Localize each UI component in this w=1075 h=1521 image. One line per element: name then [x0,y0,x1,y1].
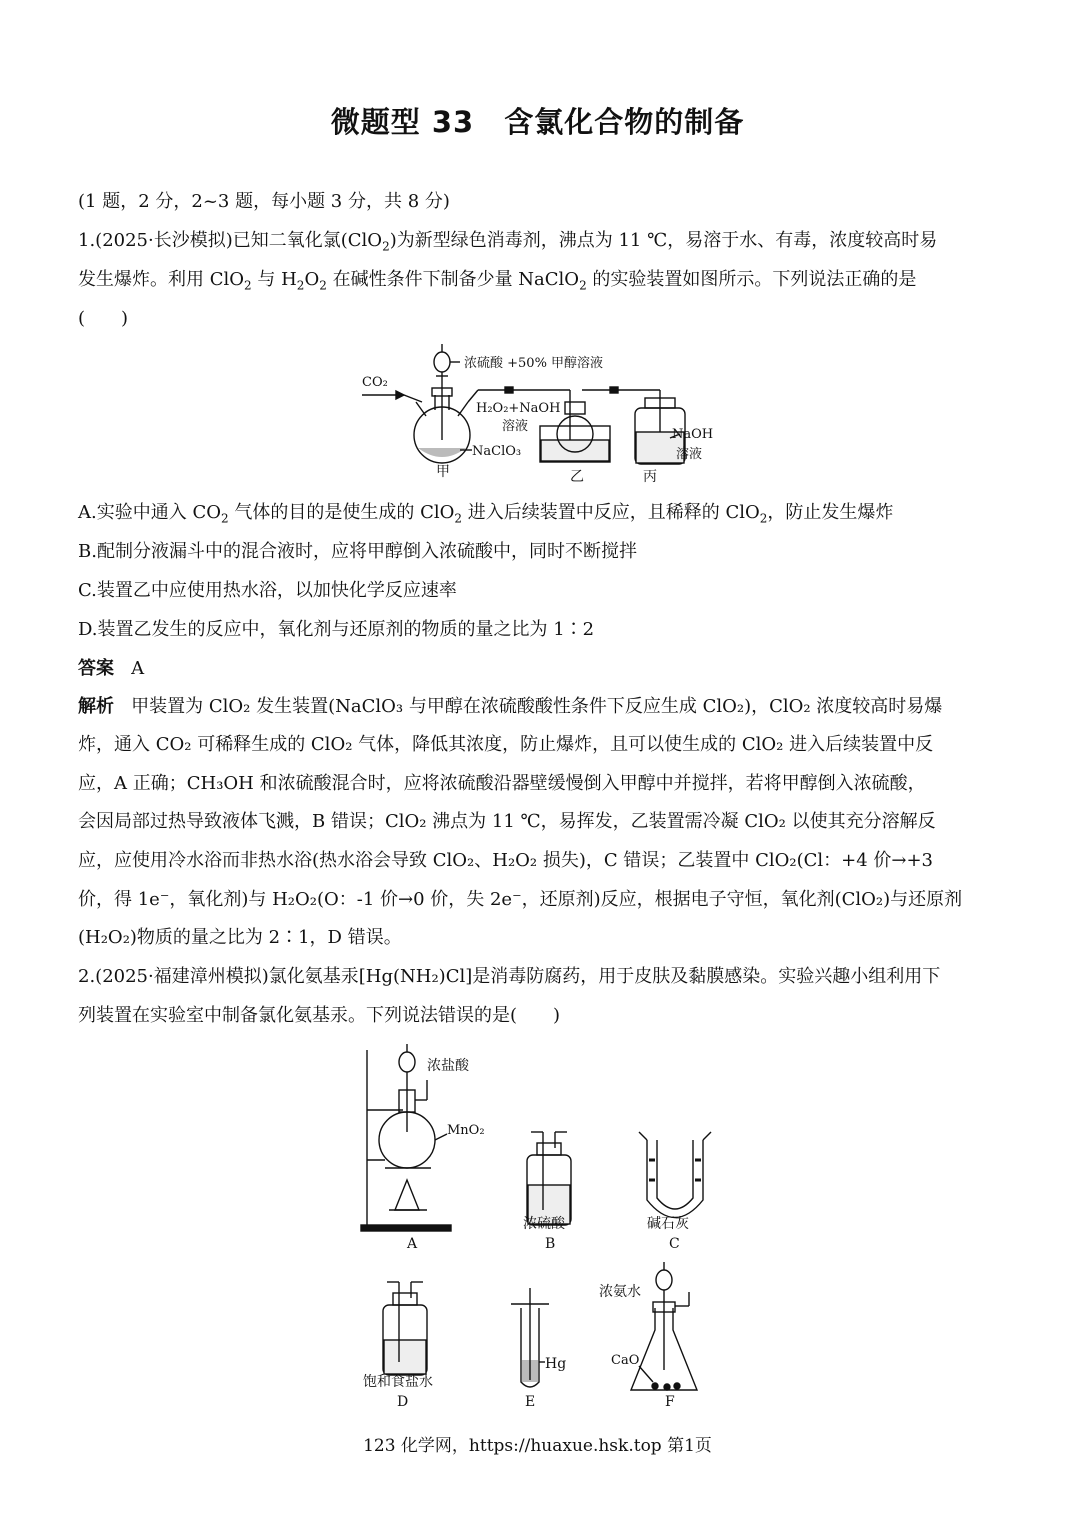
q2-apparatus-figure [355,1040,725,1420]
jia-label: 甲 [436,464,450,480]
answer-value: A [131,658,145,679]
bing-reagent-label-2: 溶液 [676,447,703,462]
answer-label: 答案 [78,658,114,679]
q1-stem-text: )为新型绿色消毒剂，沸点为 11 ℃，易溶于水、有毒，浓度较高时易 [389,230,938,251]
option-a-text: 气体的目的是使生成的 ClO [228,502,455,523]
analysis-text: 甲装置为 ClO₂ 发生装置(NaClO₃ 与甲醇在浓硫酸酸性条件下反应生成 ClO₂)，ClO₂ 浓度较高时易爆 [131,696,943,717]
q1-stem-text: 1.(2025·长沙模拟)已知二氧化氯(ClO [78,230,383,251]
q1-stem-line-1 [78,221,998,260]
q2-stem-line-2: 列装置在实验室中制备氯化氨基汞。下列说法错误的是( ) [78,1005,561,1026]
c-label: C [669,1236,680,1252]
option-a-text: 进入后续装置中反应，且稀释的 ClO [462,502,760,523]
a-reagent-label: MnO₂ [447,1123,485,1138]
subscript: 2 [296,278,305,293]
analysis-label: 解析 [78,696,114,717]
q1-stem-text: 的实验装置如图所示。下列说法正确的是 [586,269,917,290]
f-label: F [665,1394,675,1410]
c-reagent-label: 碱石灰 [647,1216,689,1232]
subscript: 2 [319,278,327,293]
e-reagent-label: Hg [545,1356,567,1372]
subscript: 2 [382,239,390,254]
bing-label: 丙 [643,469,657,485]
f-reagent-label: CaO [611,1353,640,1368]
page-title: 微题型 33 含氯化合物的制备 [330,105,745,139]
q1-stem-text: O [304,269,320,290]
q1-stem-text: 在碱性条件下制备少量 NaClO [326,269,580,290]
option-a [78,493,998,532]
a-funnel-label: 浓盐酸 [427,1058,469,1074]
yi-reagent-label-2: 溶液 [502,419,529,434]
a-label: A [407,1236,418,1252]
bing-reagent-label-1: NaOH [672,427,714,442]
q2-stem-line-1: 2.(2025·福建漳州模拟)氯化氨基汞[Hg(NH₂)Cl]是消毒防腐药，用于皮肤及黏膜感染。实验兴趣小组利用下 [78,966,941,987]
analysis-line-3: 应，A 正确；CH₃OH 和浓硫酸混合时，应将浓硫酸沿器壁缓慢倒入甲醇中并搅拌，若将甲醇倒入浓硫酸， [78,773,926,794]
option-a-text: A.实验中通入 CO [78,502,221,523]
analysis-line-6: 价，得 1e⁻，氧化剂)与 H₂O₂(O：-1 价→0 价，失 2e⁻，还原剂)反应，根据电子守恒，氧化剂(ClO₂)与还原剂 [78,889,963,910]
co2-label: CO₂ [362,375,388,390]
d-reagent-label: 饱和食盐水 [363,1374,433,1390]
yi-reagent-label-1: H₂O₂+NaOH [476,401,561,416]
q1-stem-line-2 [78,260,998,299]
q1-apparatus-figure [360,340,720,490]
analysis-line-1 [78,687,998,726]
analysis-line-4: 会因局部过热导致液体飞溅，B 错误；ClO₂ 沸点为 11 ℃，易挥发，乙装置需冷凝 ClO₂ 以使其充分溶解反 [78,811,936,832]
subscript: 2 [579,278,587,293]
q1-stem-text: 与 H [251,269,297,290]
analysis-line-2: 炸，通入 CO₂ 可稀释生成的 ClO₂ 气体，降低其浓度，防止爆炸，且可以使生成的 ClO₂ 进入后续装置中反 [78,734,934,755]
option-b: B.配制分液漏斗中的混合液时，应将甲醇倒入浓硫酸中，同时不断搅拌 [78,541,637,562]
e-label: E [525,1394,536,1410]
b-reagent-label: 浓硫酸 [523,1216,565,1232]
subscript: 2 [220,511,229,526]
score-intro: (1 题，2 分，2~3 题，每小题 3 分，共 8 分) [78,191,450,212]
d-label: D [397,1394,409,1410]
option-c: C.装置乙中应使用热水浴，以加快化学反应速率 [78,580,457,601]
subscript: 2 [244,278,252,293]
answer-line [78,649,998,688]
q1-answer-bracket: ( ) [78,308,129,329]
analysis-line-7: (H₂O₂)物质的量之比为 2∶1，D 错误。 [78,927,402,948]
f-funnel-label: 浓氨水 [599,1284,641,1300]
yi-label: 乙 [570,469,584,485]
page-footer: 123 化学网，https://huaxue.hsk.top 第1页 [363,1436,712,1456]
funnel-reagent-label: 浓硫酸 +50% 甲醇溶液 [464,356,604,371]
b-label: B [545,1236,556,1252]
option-a-text: ，防止发生爆炸 [767,502,894,523]
option-d: D.装置乙发生的反应中，氧化剂与还原剂的物质的量之比为 1∶2 [78,619,595,640]
subscript: 2 [759,511,768,526]
jia-reagent-label: NaClO₃ [472,444,522,459]
analysis-line-5: 应，应使用冷水浴而非热水浴(热水浴会导致 ClO₂、H₂O₂ 损失)，C 错误；乙装置中 ClO₂(Cl：+4 价→+3 [78,850,934,871]
q1-stem-text: 发生爆炸。利用 ClO [78,269,245,290]
subscript: 2 [454,511,462,526]
